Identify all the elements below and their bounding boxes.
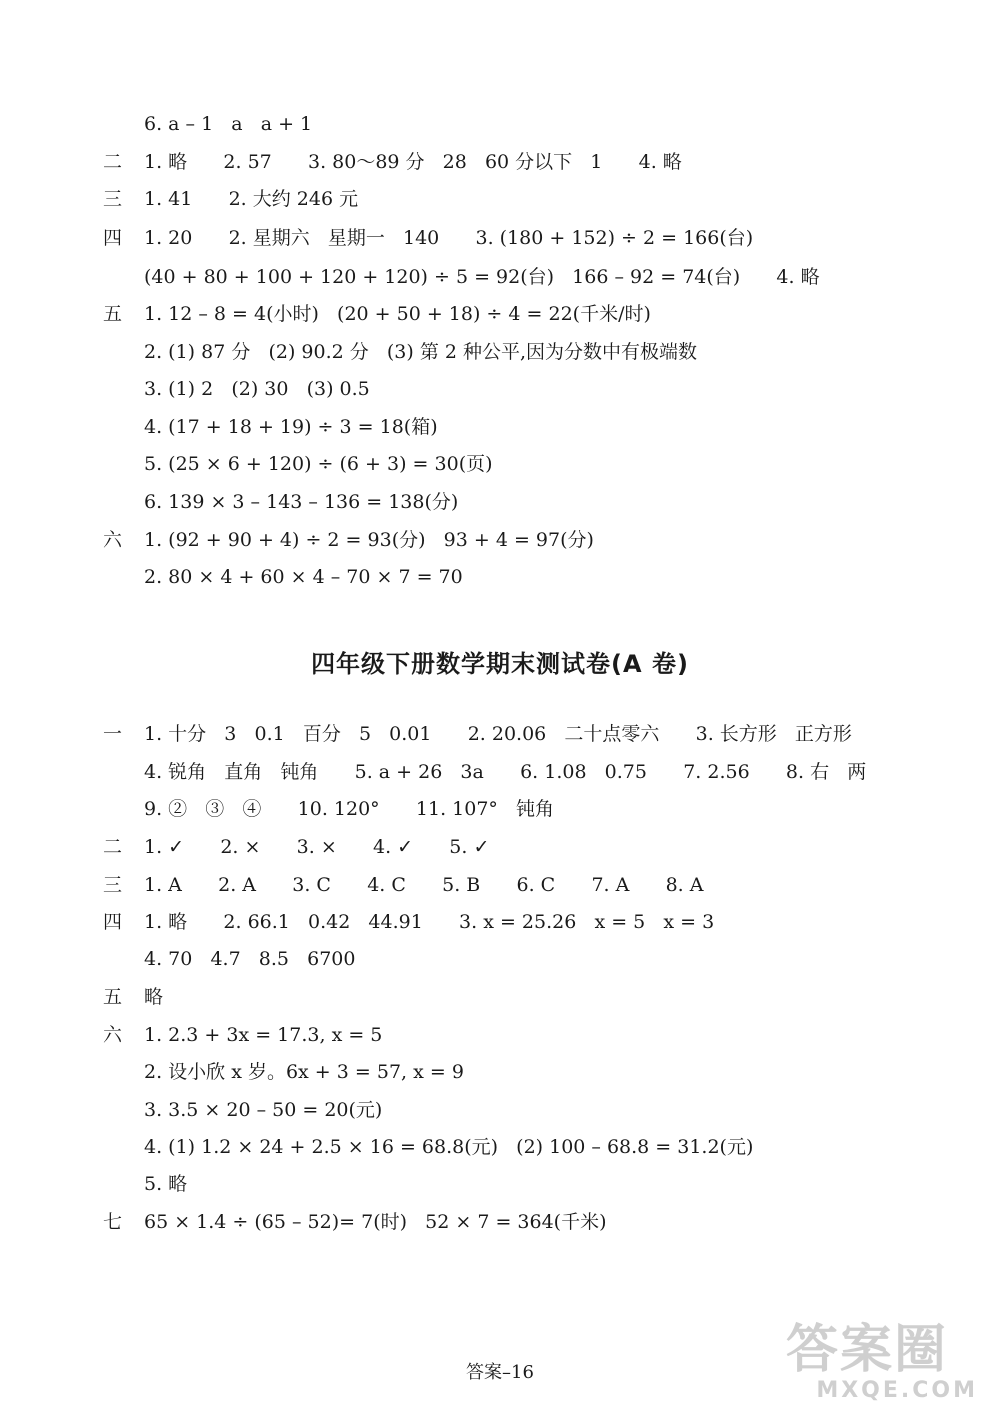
part1-line-9: 4. (17 + 18 + 19) ÷ 3 = 18(箱) (144, 416, 438, 438)
part1-line-11: 6. 139 × 3 – 143 – 136 = 138(分) (144, 491, 459, 513)
section-label: 六 (103, 1024, 123, 1046)
section-label: 三 (103, 188, 123, 210)
part2-line-14: 65 × 1.4 ÷ (65 – 52)= 7(时) 52 × 7 = 364(千米) (144, 1211, 607, 1233)
section-label: 二 (103, 836, 123, 858)
part1-line-2: 1. 略 2. 57 3. 80～89 分 28 60 分以下 1 4. 略 (144, 151, 682, 173)
part1-line-12: 1. (92 + 90 + 4) ÷ 2 = 93(分) 93 + 4 = 97(分) (144, 529, 594, 551)
part1-line-1: 6. a – 1 a a + 1 (144, 113, 313, 135)
part2-line-9: 1. 2.3 + 3x = 17.3, x = 5 (144, 1024, 383, 1046)
part1-line-8: 3. (1) 2 (2) 30 (3) 0.5 (144, 378, 370, 400)
part2-line-10: 2. 设小欣 x 岁。6x + 3 = 57, x = 9 (144, 1061, 464, 1083)
part2-line-13: 5. 略 (144, 1173, 188, 1195)
part2-line-3: 9. ② ③ ④ 10. 120° 11. 107° 钝角 (144, 798, 555, 820)
watermark-logo (786, 1322, 986, 1412)
section-label: 一 (103, 723, 123, 745)
section-label: 四 (103, 227, 123, 249)
part2-line-12: 4. (1) 1.2 × 24 + 2.5 × 16 = 68.8(元) (2) 100 – 68.8 = 31.2(元) (144, 1136, 754, 1158)
section-label: 三 (103, 874, 123, 896)
part1-line-4: 1. 20 2. 星期六 星期一 140 3. (180 + 152) ÷ 2 = 166(台) (144, 227, 754, 249)
part2-line-7: 4. 70 4.7 8.5 6700 (144, 948, 356, 970)
part1-line-10: 5. (25 × 6 + 120) ÷ (6 + 3) = 30(页) (144, 453, 493, 475)
page-number: 答案–16 (466, 1362, 534, 1383)
section-label: 七 (103, 1211, 123, 1233)
section-label: 二 (103, 151, 123, 173)
part2-line-4: 1. ✓ 2. × 3. × 4. ✓ 5. ✓ (144, 836, 490, 858)
part1-line-7: 2. (1) 87 分 (2) 90.2 分 (3) 第 2 种公平,因为分数中有极端数 (144, 341, 698, 363)
part2-line-1: 1. 十分 3 0.1 百分 5 0.01 2. 20.06 二十点零六 3. 长方形 正方形 (144, 723, 852, 745)
part2-line-8: 略 (144, 986, 164, 1008)
part2-line-6: 1. 略 2. 66.1 0.42 44.91 3. x = 25.26 x = 5 x = 3 (144, 911, 715, 933)
part2-line-2: 4. 锐角 直角 钝角 5. a + 26 3a 6. 1.08 0.75 7. 2.56 8. 右 两 (144, 761, 867, 783)
section-label: 五 (103, 303, 123, 325)
page-title: 四年级下册数学期末测试卷(A 卷) (311, 650, 689, 678)
part1-line-5: (40 + 80 + 100 + 120 + 120) ÷ 5 = 92(台) 166 – 92 = 74(台) 4. 略 (144, 266, 820, 288)
watermark-top: 答案圈 (786, 1320, 949, 1380)
part2-line-11: 3. 3.5 × 20 – 50 = 20(元) (144, 1099, 383, 1121)
section-label: 四 (103, 911, 123, 933)
watermark-bottom: MXQE.COM (816, 1378, 978, 1403)
part1-line-6: 1. 12 – 8 = 4(小时) (20 + 50 + 18) ÷ 4 = 22(千米/时) (144, 303, 651, 325)
section-label: 五 (103, 986, 123, 1008)
section-label: 六 (103, 529, 123, 551)
part1-line-13: 2. 80 × 4 + 60 × 4 – 70 × 7 = 70 (144, 566, 463, 588)
part1-line-3: 1. 41 2. 大约 246 元 (144, 188, 359, 210)
part2-line-5: 1. A 2. A 3. C 4. C 5. B 6. C 7. A 8. A (144, 874, 704, 896)
